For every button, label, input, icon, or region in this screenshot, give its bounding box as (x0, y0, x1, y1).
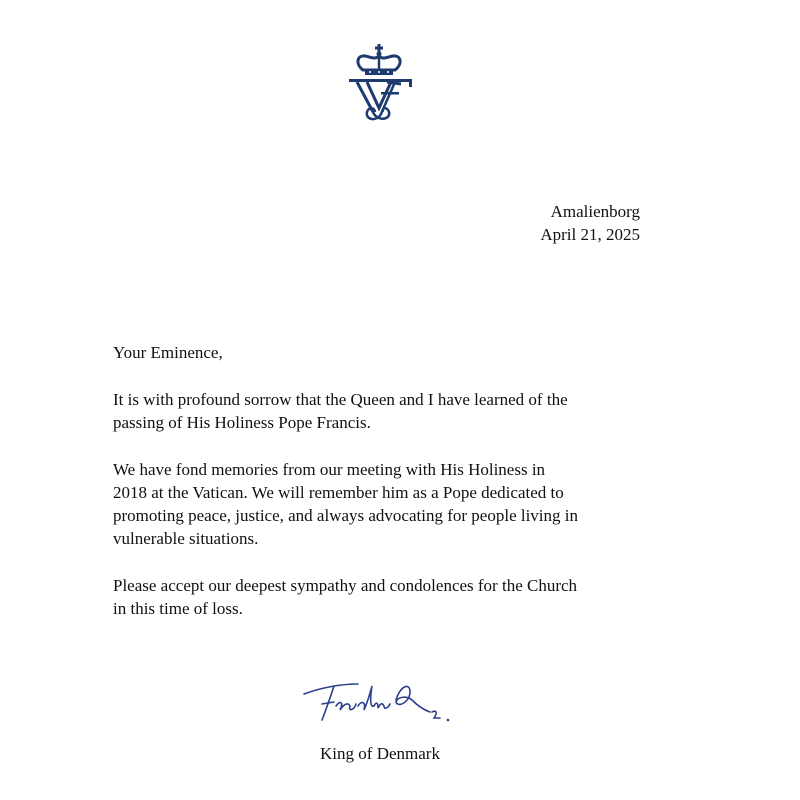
royal-monogram-logo (343, 42, 415, 122)
signatory-title: King of Denmark (320, 744, 440, 763)
letter-body (113, 341, 673, 644)
paragraph-1: It is with profound sorrow that the Queen and I have learned of the passing of His Holiness Pope Francis. (113, 390, 568, 432)
letter-date: April 21, 2025 (540, 225, 640, 244)
letter-header (540, 200, 640, 246)
place-name: Amalienborg (550, 202, 640, 221)
salutation: Your Eminence, (113, 343, 223, 362)
handwritten-signature (300, 676, 460, 728)
paragraph-3: Please accept our deepest sympathy and condolences for the Church in this time of loss. (113, 576, 578, 618)
paragraph-2: We have fond memories from our meeting with His Holiness in 2018 at the Vatican. We will remember him as a Pope dedicated to promoting peace, justice, and always advocating for people living in vulnerable situations. (113, 460, 579, 548)
